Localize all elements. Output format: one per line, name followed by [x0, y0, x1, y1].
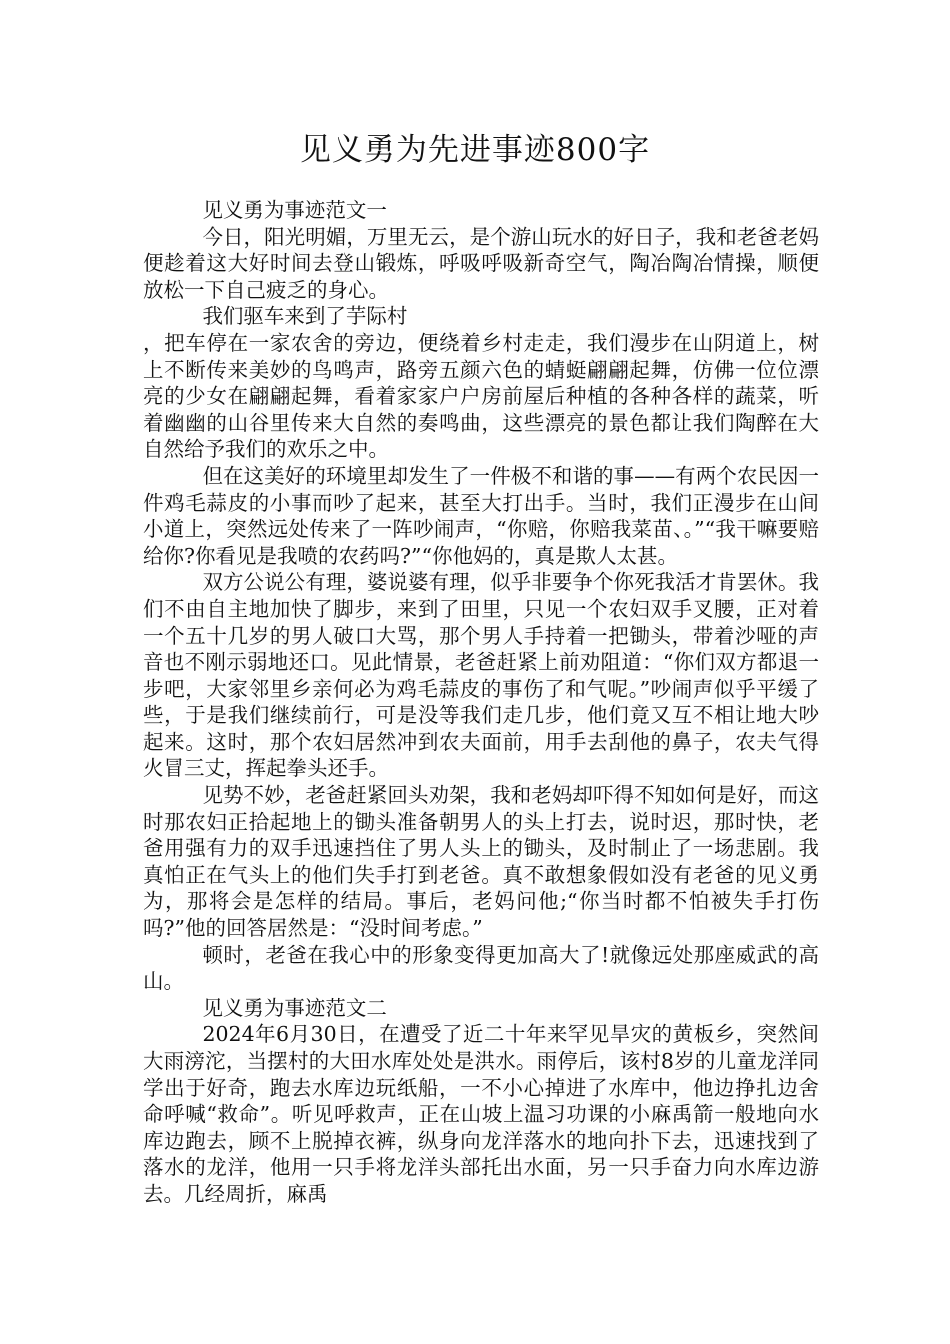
paragraph: 双方公说公有理，婆说婆有理，似乎非要争个你死我活才肯罢休。我们不由自主地加快了脚步，来到了田里，只见一个农妇双手叉腰，正对着一个五十几岁的男人破口大骂，那个男人手持着一把锄头，带着沙哑的声音也不刚示弱地还口。见此情景，老爸赶紧上前劝阻道：“你们双方都退一步吧，大家邻里乡亲何必为鸡毛蒜皮的事伤了和气呢。”吵闹声似乎平缓了些，于是我们继续前行，可是没等我们走几步，他们竟又互不相让地大吵起来。这时，那个农妇居然冲到农夫面前，用手去刮他的鼻子，农夫气得火冒三丈，挥起拳头还手。 — [143, 570, 819, 781]
section-heading-1: 见义勇为事迹范文一 — [202, 198, 387, 222]
paragraph: 2024年6月30日，在遭受了近二十年来罕见旱灾的黄板乡，突然间大雨滂沱，当摆村的大田水库处处是洪水。雨停后，该村8岁的儿童龙洋同学出于好奇，跑去水库边玩纸船，一不小心掉进了水库中，他边挣扎边舍命呼喊“救命”。听见呼救声，正在山坡上温习功课的小麻禹箭一般地向水库边跑去，顾不上脱掉衣裤，纵身向龙洋落水的地向扑下去，迅速找到了落水的龙洋，他用一只手将龙洋头部托出水面，另一只手奋力向水库边游去。几经周折，麻禹 — [143, 1022, 819, 1206]
paragraph: 今日，阳光明媚，万里无云，是个游山玩水的好日子，我和老爸老妈便趁着这大好时间去登山锻炼，呼吸呼吸新奇空气，陶冶陶冶情操，顺便放松一下自己疲乏的身心。 — [143, 224, 819, 302]
paragraph: 顿时，老爸在我心中的形象变得更加高大了!就像远处那座威武的高山。 — [143, 942, 819, 994]
article-body — [143, 197, 819, 1208]
page-title: 见义勇为先进事迹800字 — [299, 132, 651, 168]
paragraph: 我们驱车来到了芋际村 — [202, 304, 408, 329]
paragraph: 见势不妙，老爸赶紧回头劝架，我和老妈却吓得不知如何是好，而这时那农妇正拾起地上的锄头准备朝男人的头上打去，说时迟，那时快，老爸用强有力的双手迅速挡住了男人头上的锄头，及时制止了一场悲剧。我真怕正在气头上的他们失手打到老爸。真不敢想象假如没有老爸的见义勇为，那将会是怎样的结局。事后，老妈问他;“你当时都不怕被失手打伤吗?”他的回答居然是：“没时间考虑。” — [143, 783, 819, 941]
paragraph: ，把车停在一家农舍的旁边，便绕着乡村走走，我们漫步在山阴道上，树上不断传来美妙的鸟鸣声，路旁五颜六色的蜻蜓翩翩起舞，仿佛一位位漂亮的少女在翩翩起舞，看着家家户户房前屋后种植的各种各样的蔬菜，听着幽幽的山谷里传来大自然的奏鸣曲，这些漂亮的景色都让我们陶醉在大自然给予我们的欢乐之中。 — [143, 330, 819, 462]
paragraph: 但在这美好的环境里却发生了一件极不和谐的事——有两个农民因一件鸡毛蒜皮的小事而吵了起来，甚至大打出手。当时，我们正漫步在山间小道上，突然远处传来了一阵吵闹声，“你赔，你赔我菜苗、。”“我干嘛要赔给你?你看见是我喷的农药吗?”“你他妈的，真是欺人太甚。 — [143, 463, 819, 568]
section-heading-2: 见义勇为事迹范文二 — [202, 995, 387, 1020]
